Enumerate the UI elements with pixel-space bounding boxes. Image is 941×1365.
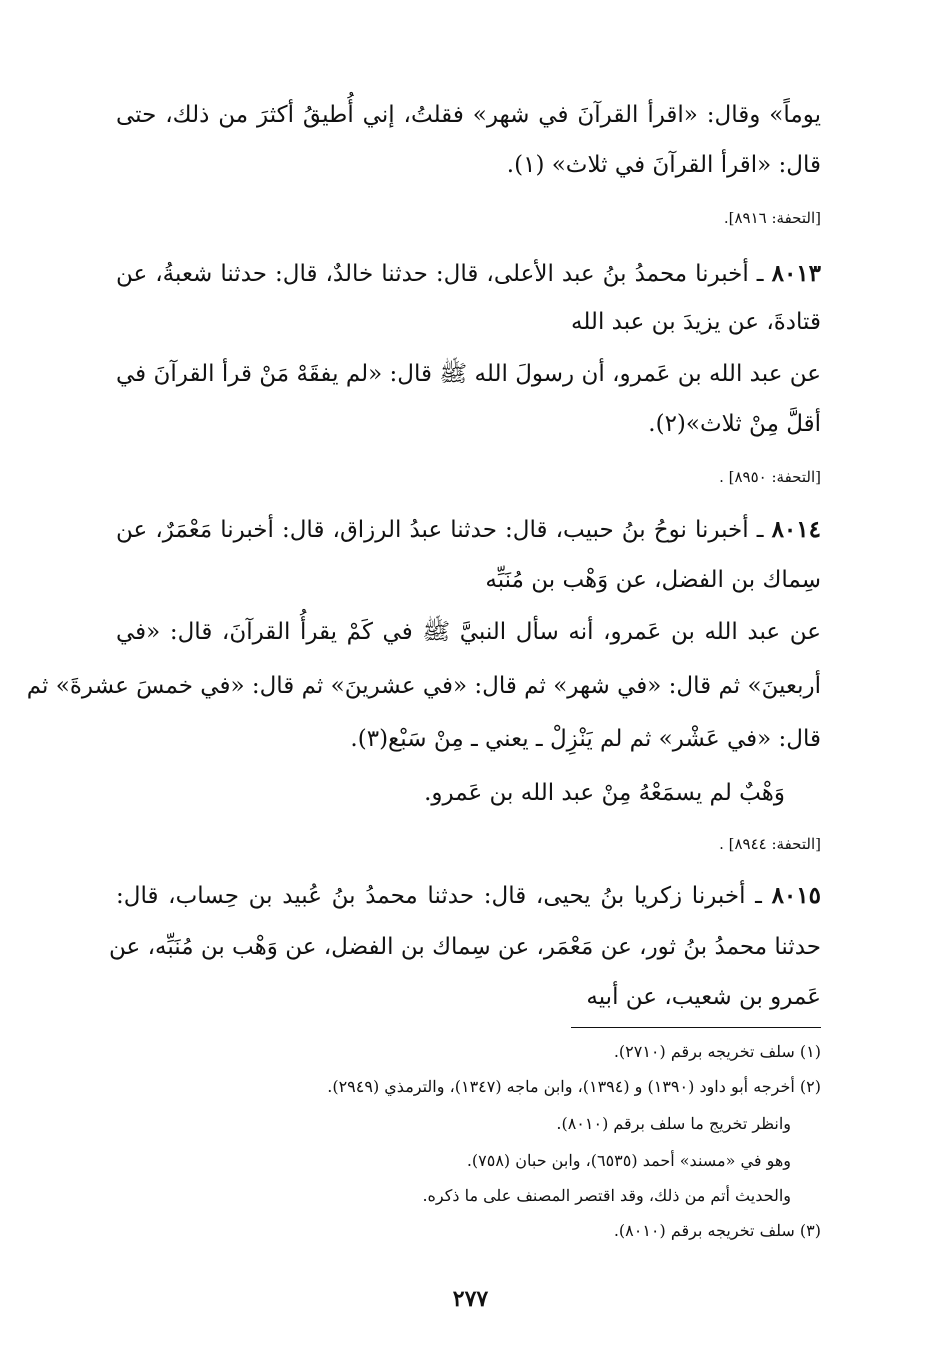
text-line: قتادةَ، عن يزيدَ بن عبد الله <box>570 309 821 335</box>
footnote: (٢) أخرجه أبو داود (١٣٩٠) و (١٣٩٤)، وابن ماجه (١٣٤٧)، والترمذي (٢٩٤٩). <box>327 1077 821 1096</box>
footnote: وانظر تخريج ما سلف برقم (٨٠١٠). <box>556 1114 791 1133</box>
text-line: أربعينَ» ثم قال: «في شهر» ثم قال: «في عشرينَ» ثم قال: «في خمسَ عشرةَ» ثم <box>26 673 821 699</box>
text-line: قال: «في عَشْر» ثم لم يَنْزِلْ ـ يعني ـ مِنْ سَبْع(٣). <box>350 726 821 752</box>
text-line: عن عبد الله بن عَمرو، أن رسولَ الله ﷺ قال: «لم يفقَهْ مَنْ قرأ القرآنَ في <box>116 361 821 387</box>
hadith-text: ـ أخبرنا زكريا بنُ يحيى، قال: حدثنا محمدُ بنُ عُبيد بن حِساب، قال: <box>116 883 762 909</box>
hadith-number: ٨٠١٣ <box>771 260 822 287</box>
hadith-8015-line-1 <box>116 879 821 913</box>
footnote: والحديث أتم من ذلك، وقد اقتصر المصنف على ما ذكره. <box>422 1186 791 1205</box>
text-line: أقلَّ مِنْ ثلاث»(٢). <box>648 411 821 437</box>
text-line: حدثنا محمدُ بنُ ثور، عن مَعْمَر، عن سِماك بن الفضل، عن وَهْب بن مُنَبِّه، عن <box>109 934 821 960</box>
footnote: وهو في «مسند» أحمد (٦٥٣٥)، وابن حبان (٧٥٨). <box>466 1151 791 1170</box>
footnote: (١) سلف تخريجه برقم (٢٧١٠). <box>613 1042 821 1061</box>
hadith-number: ٨٠١٥ <box>771 882 821 909</box>
hadith-8013-line-1 <box>116 257 821 291</box>
hadith-text: ـ أخبرنا محمدُ بنُ عبد الأعلى، قال: حدثنا خالدٌ، قال: حدثنا شعبةُ، عن <box>116 261 764 287</box>
text-line: عَمرو بن شعيب، عن أبيه <box>586 984 821 1010</box>
hadith-number: ٨٠١٤ <box>771 516 821 543</box>
text-line: يوماً» وقال: «اقرأ القرآنَ في شهر» فقلتُ، إني أُطيقُ أكثرَ من ذلك، حتى <box>116 102 821 128</box>
text-line: عن عبد الله بن عَمرو، أنه سأل النبيَّ ﷺ في كَمْ يقرأُ القرآنَ، قال: «في <box>116 619 821 645</box>
tuhfa-reference: [التحفة: ٨٩٥٠] . <box>719 468 821 486</box>
footnote: (٣) سلف تخريجه برقم (٨٠١٠). <box>613 1221 821 1240</box>
hadith-8014-line-1 <box>116 513 821 547</box>
text-line: قال: «اقرأ القرآنَ في ثلاث» (١). <box>506 152 821 178</box>
footnote-divider <box>571 1027 821 1028</box>
page-number: ٢٧٧ <box>452 1286 489 1312</box>
text-line: سِماك بن الفضل، عن وَهْب بن مُنَبِّه <box>485 567 821 593</box>
tuhfa-reference: [التحفة: ٨٩٤٤] . <box>719 835 821 853</box>
tuhfa-reference: [التحفة: ٨٩١٦]. <box>723 209 821 227</box>
text-line: وَهْبٌ لم يسمَعْهُ مِنْ عبد الله بن عَمرو. <box>424 780 785 806</box>
hadith-text: ـ أخبرنا نوحُ بنُ حبيب، قال: حدثنا عبدُ الرزاق، قال: أخبرنا مَعْمَرٌ، عن <box>116 517 764 543</box>
